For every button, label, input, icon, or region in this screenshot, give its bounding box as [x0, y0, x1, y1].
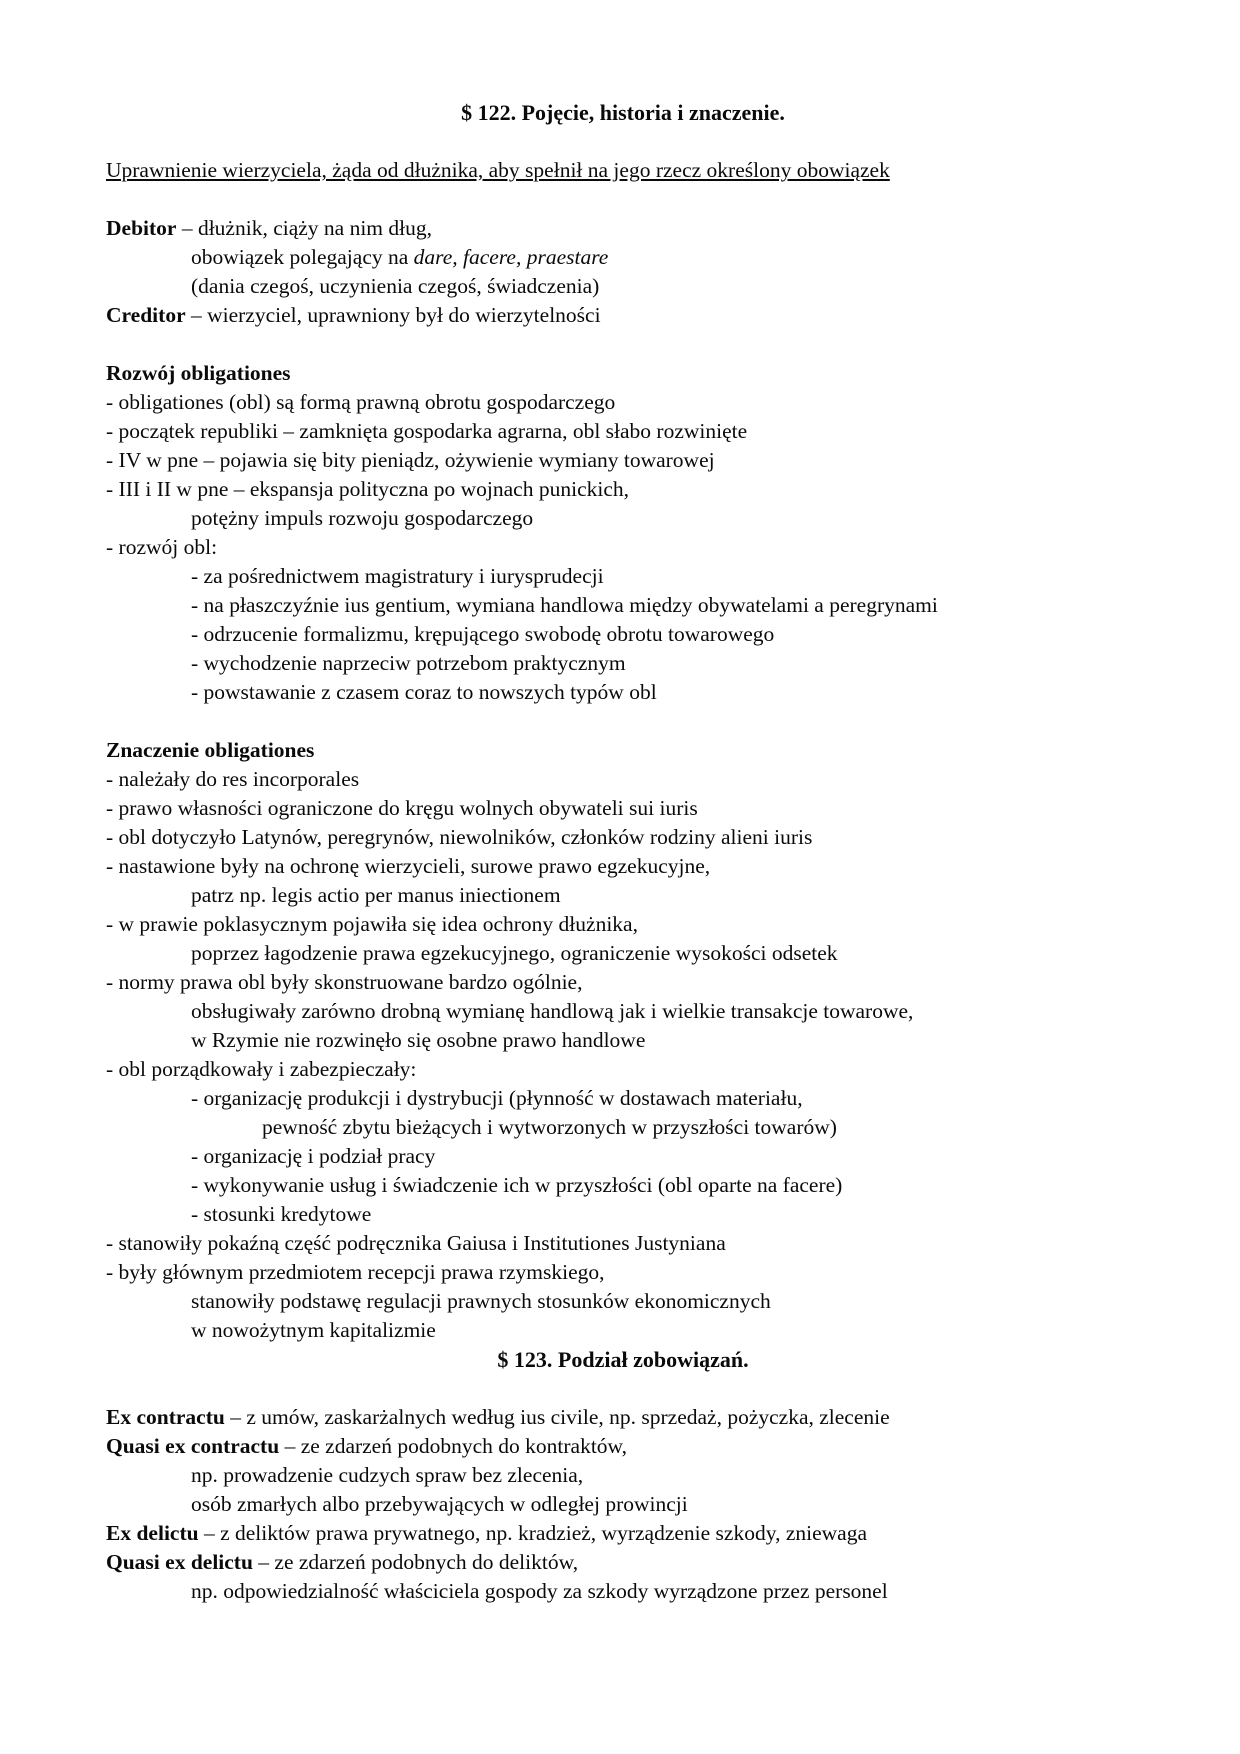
continuation-line: poprzez łagodzenie prawa egzekucyjnego, ograniczenie wysokości odsetek: [191, 941, 838, 965]
definition-debitor: [106, 214, 1140, 243]
entry-text: – ze zdarzeń podobnych do deliktów,: [252, 1550, 579, 1574]
bullet-line: - IV w pne – pojawia się bity pieniądz, ożywienie wymiany towarowej: [106, 448, 715, 472]
definition-debitor-text: – dłużnik, ciąży na nim dług,: [176, 216, 433, 240]
section-123-title: $ 123. Podział zobowiązań.: [497, 1347, 749, 1372]
term-debitor: Debitor: [106, 216, 177, 240]
section-122-title: $ 122. Pojęcie, historia i znaczenie.: [461, 100, 785, 125]
thesis-underlined: Uprawnienie wierzyciela, żąda od dłużnika, aby spełnił na jego rzecz określony obowiązek: [106, 158, 890, 182]
latin-phrase: dare, facere, praestare: [413, 245, 609, 269]
bullet-line: - obl porządkowały i zabezpieczały:: [106, 1057, 417, 1081]
bullet-line: - obl dotyczyło Latynów, peregrynów, niewolników, członków rodziny alieni iuris: [106, 825, 813, 849]
continuation-line: w nowożytnym kapitalizmie: [191, 1318, 436, 1342]
bullet-line: - stanowiły pokaźną część podręcznika Gaiusa i Institutiones Justyniana: [106, 1231, 726, 1255]
bullet-line: - normy prawa obl były skonstruowane bardzo ogólnie,: [106, 970, 583, 994]
continuation-line: np. prowadzenie cudzych spraw bez zlecenia,: [191, 1463, 584, 1487]
bullet-line: - były głównym przedmiotem recepcji prawa rzymskiego,: [106, 1260, 605, 1284]
entry-ex-contractu: [106, 1403, 1140, 1432]
znaczenie-heading: Znaczenie obligationes: [106, 738, 315, 762]
continuation-line: obsługiwały zarówno drobną wymianę handlową jak i wielkie transakcje towarowe,: [191, 999, 914, 1023]
sub-bullet-line: - odrzucenie formalizmu, krępującego swobodę obrotu towarowego: [191, 622, 775, 646]
sub-bullet-line: - wykonywanie usług i świadczenie ich w przyszłości (obl oparte na facere): [191, 1173, 843, 1197]
sub-bullet-line: - organizację i podział pracy: [191, 1144, 436, 1168]
bullet-line: - w prawie poklasycznym pojawiła się idea ochrony dłużnika,: [106, 912, 638, 936]
entry-text: – z umów, zaskarżalnych według ius civile, np. sprzedaż, pożyczka, zlecenie: [224, 1405, 890, 1429]
definition-creditor: [106, 301, 1140, 330]
continuation-line: np. odpowiedzialność właściciela gospody za szkody wyrządzone przez personel: [191, 1579, 888, 1603]
sub-bullet-line: - za pośrednictwem magistratury i iurysprudecji: [191, 564, 604, 588]
continuation-line: potężny impuls rozwoju gospodarczego: [191, 506, 534, 530]
definition-debitor-detail-pre: obowiązek polegający na: [191, 245, 414, 269]
sub-bullet-line: - organizację produkcji i dystrybucji (płynność w dostawach materiału,: [191, 1086, 803, 1110]
znaczenie-block: [106, 736, 1140, 1345]
entry-ex-delictu: [106, 1519, 1140, 1548]
continuation-line: w Rzymie nie rozwinęło się osobne prawo handlowe: [191, 1028, 646, 1052]
bullet-line: - nastawione były na ochronę wierzycieli, surowe prawo egzekucyjne,: [106, 854, 711, 878]
rozwoj-heading: Rozwój obligationes: [106, 361, 291, 385]
sub-bullet-line: - powstawanie z czasem coraz to nowszych typów obl: [191, 680, 657, 704]
term-quasi-ex-delictu: Quasi ex delictu: [106, 1550, 253, 1574]
entry-quasi-ex-contractu: [106, 1432, 1140, 1461]
bullet-line: - początek republiki – zamknięta gospodarka agrarna, obl słabo rozwinięte: [106, 419, 748, 443]
bullet-line: - obligationes (obl) są formą prawną obrotu gospodarczego: [106, 390, 616, 414]
term-creditor: Creditor: [106, 303, 186, 327]
term-quasi-ex-contractu: Quasi ex contractu: [106, 1434, 280, 1458]
section-123-entries: [106, 1403, 1140, 1606]
bullet-line: - prawo własności ograniczone do kręgu wolnych obywateli sui iuris: [106, 796, 698, 820]
entry-quasi-ex-delictu: [106, 1548, 1140, 1577]
sub-bullet-line: - na płaszczyźnie ius gentium, wymiana handlowa między obywatelami a peregrynami: [191, 593, 938, 617]
bullet-line: - należały do res incorporales: [106, 767, 360, 791]
bullet-line: - rozwój obl:: [106, 535, 218, 559]
continuation-line: patrz np. legis actio per manus iniectionem: [191, 883, 561, 907]
definition-debitor-detail-2: (dania czegoś, uczynienia czegoś, świadczenia): [191, 274, 600, 298]
bullet-line: - III i II w pne – ekspansja polityczna po wojnach punickich,: [106, 477, 630, 501]
continuation-line: pewność zbytu bieżących i wytworzonych w przyszłości towarów): [262, 1115, 837, 1139]
definition-creditor-text: – wierzyciel, uprawniony był do wierzytelności: [185, 303, 601, 327]
term-ex-delictu: Ex delictu: [106, 1521, 199, 1545]
definition-debitor-detail-1: [106, 243, 1140, 272]
continuation-line: osób zmarłych albo przebywających w odległej prowincji: [191, 1492, 688, 1516]
entry-text: – z deliktów prawa prywatnego, np. kradzież, wyrządzenie szkody, zniewaga: [198, 1521, 867, 1545]
rozwoj-block: [106, 359, 1140, 707]
entry-text: – ze zdarzeń podobnych do kontraktów,: [279, 1434, 628, 1458]
continuation-line: stanowiły podstawę regulacji prawnych stosunków ekonomicznych: [191, 1289, 771, 1313]
definitions-block: [106, 214, 1140, 330]
term-ex-contractu: Ex contractu: [106, 1405, 225, 1429]
sub-bullet-line: - stosunki kredytowe: [191, 1202, 372, 1226]
sub-bullet-line: - wychodzenie naprzeciw potrzebom praktycznym: [191, 651, 626, 675]
